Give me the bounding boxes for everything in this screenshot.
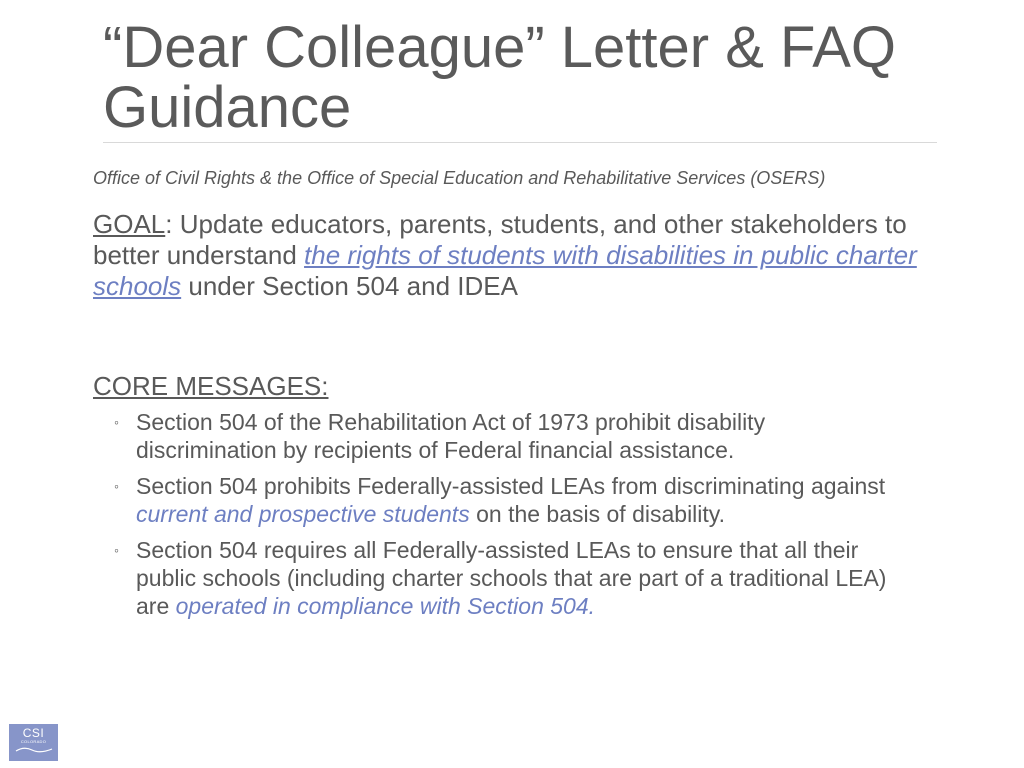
bullet-emphasis: operated in compliance with Section 504. bbox=[175, 593, 596, 619]
goal-label: GOAL bbox=[93, 209, 166, 239]
list-item bbox=[114, 472, 904, 528]
list-item bbox=[114, 536, 904, 620]
core-messages-heading: CORE MESSAGES: bbox=[93, 371, 329, 401]
slide-title: “Dear Colleague” Letter & FAQ Guidance bbox=[103, 15, 897, 140]
csi-logo bbox=[9, 724, 58, 761]
goal-text-before: Update educators, parents, students, and other stakeholders to better understand bbox=[93, 209, 907, 270]
goal-separator: : bbox=[165, 209, 173, 239]
logo-sub-text: COLORADO bbox=[20, 739, 47, 744]
list-item bbox=[114, 408, 904, 464]
bullet-text: Section 504 of the Rehabilitation Act of 1973 prohibit disability discrimination by recipients of Federal financial assistance. bbox=[136, 409, 766, 463]
bullet-text-after: on the basis of disability. bbox=[469, 501, 725, 527]
bullet-text: Section 504 requires all Federally-assisted LEAs to ensure that all their public schools (including charter schools that are part of a traditional LEA) are bbox=[136, 537, 887, 619]
bullet-text: Section 504 prohibits Federally-assisted LEAs from discriminating against bbox=[136, 473, 886, 499]
slide-subtitle: Office of Civil Rights & the Office of Special Education and Rehabilitative Services (OSERS) bbox=[93, 168, 826, 188]
goal-link[interactable]: the rights of students with disabilities in public charter schools bbox=[93, 240, 917, 301]
title-divider bbox=[103, 142, 937, 143]
mountain-wave-icon bbox=[14, 744, 54, 754]
core-messages-list bbox=[114, 408, 904, 628]
logo-main-text: CSI bbox=[22, 726, 45, 740]
bullet-icon: ◦ bbox=[114, 478, 119, 494]
bullet-emphasis: current and prospective students bbox=[136, 501, 470, 527]
goal-paragraph bbox=[93, 209, 953, 302]
bullet-icon: ◦ bbox=[114, 414, 119, 430]
bullet-icon: ◦ bbox=[114, 542, 119, 558]
goal-text-after: under Section 504 and IDEA bbox=[181, 271, 518, 301]
